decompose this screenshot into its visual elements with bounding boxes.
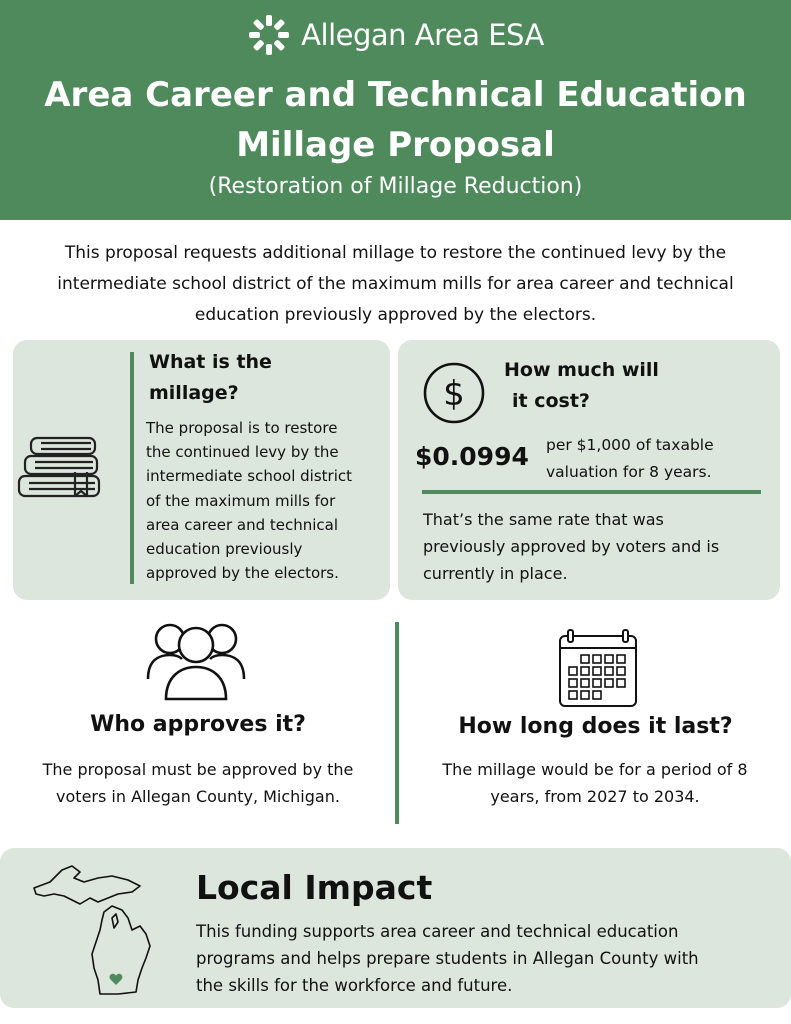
intro-line-1: This proposal requests additional millage to restore the continued levy by the — [64, 243, 727, 263]
duration-body-line-2: years, from 2027 to 2034. — [490, 787, 700, 806]
price-description — [546, 432, 766, 486]
intro-line-2: intermediate school district of the maximum mills for area career and technical — [57, 274, 734, 294]
what-card — [13, 340, 390, 600]
what-heading-line-1: What is the — [149, 351, 272, 373]
intro-line-3: education previously approved by the electors. — [194, 305, 597, 325]
intro-paragraph — [20, 238, 771, 331]
people-group-icon — [144, 617, 248, 703]
who-heading: Who approves it? — [90, 712, 306, 737]
what-body-line: of the maximum mills for — [146, 491, 336, 510]
duration-heading: How long does it last? — [458, 714, 733, 739]
what-body-line: approved by the electors. — [146, 564, 339, 583]
what-body-line: The proposal is to restore — [146, 419, 338, 437]
svg-text:$: $ — [443, 374, 465, 414]
calendar-icon — [557, 629, 639, 709]
cost-note — [423, 506, 768, 587]
local-body-line: programs and helps prepare students in Allegan County with — [196, 949, 699, 968]
local-body-line: the skills for the workforce and future. — [196, 976, 513, 995]
local-impact-card — [0, 848, 791, 1008]
dollar-circle-icon — [421, 360, 487, 426]
cost-note-line: previously approved by voters and is — [423, 537, 720, 556]
cost-heading-line-1: How much will — [504, 359, 659, 381]
page-title — [0, 70, 791, 170]
what-heading — [149, 347, 349, 409]
books-icon — [15, 432, 111, 504]
cost-note-line: That’s the same rate that was — [423, 510, 664, 529]
heart-icon — [109, 973, 123, 986]
cost-divider — [422, 490, 761, 494]
who-body-line-1: The proposal must be approved by the — [42, 760, 354, 779]
title-line-1: Area Career and Technical Education — [44, 75, 747, 115]
what-body-line: education previously — [146, 540, 303, 559]
what-accent-bar — [130, 352, 134, 584]
header-banner — [0, 0, 791, 220]
what-heading-line-2: millage? — [149, 382, 239, 404]
michigan-map-icon — [28, 856, 168, 1006]
cost-card — [398, 340, 780, 600]
logo-text: Allegan Area ESA — [301, 18, 544, 52]
logo — [0, 12, 791, 58]
price-amount: $0.0994 — [415, 442, 529, 471]
local-impact-heading: Local Impact — [196, 868, 433, 907]
who-body — [8, 756, 388, 810]
section-divider — [395, 622, 399, 824]
cost-note-line: currently in place. — [423, 564, 568, 583]
cost-heading — [504, 355, 704, 417]
what-body-line: intermediate school district — [146, 467, 352, 486]
local-impact-body — [196, 918, 776, 999]
local-body-line: This funding supports area career and technical education — [196, 922, 679, 941]
price-desc-line-1: per $1,000 of taxable — [546, 436, 714, 454]
what-body-line: area career and technical — [146, 515, 339, 534]
what-body-line: the continued levy by the — [146, 443, 339, 462]
who-body-line-2: voters in Allegan County, Michigan. — [56, 787, 340, 806]
page-subtitle: (Restoration of Millage Reduction) — [208, 174, 583, 199]
duration-body — [405, 756, 785, 810]
title-line-2: Millage Proposal — [236, 125, 555, 165]
price-desc-line-2: valuation for 8 years. — [546, 463, 712, 481]
what-body — [146, 416, 382, 585]
duration-body-line-1: The millage would be for a period of 8 — [442, 760, 748, 779]
cost-heading-line-2: it cost? — [512, 390, 590, 412]
sunburst-logo-icon — [247, 13, 291, 57]
